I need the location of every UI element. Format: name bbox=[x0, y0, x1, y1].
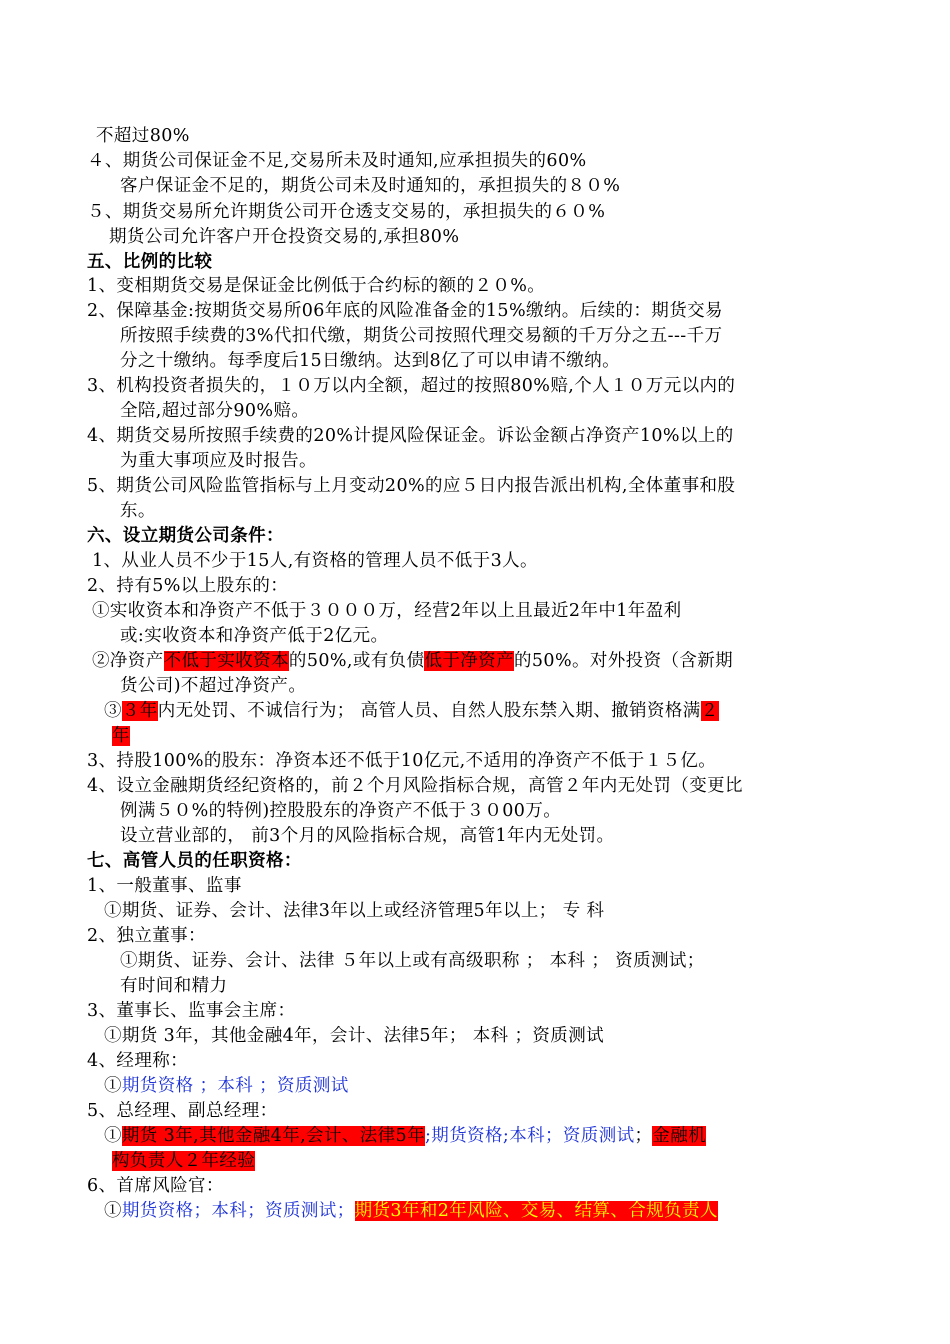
text-line: 3、持股100%的股东：净资本还不低于10亿元,不适用的净资产不低于１５亿。 bbox=[87, 751, 717, 771]
text-line: 或:实收资本和净资产低于2亿元。 bbox=[120, 626, 389, 646]
text-line bbox=[112, 1149, 255, 1173]
text-line bbox=[104, 1199, 718, 1223]
text-line: 东。 bbox=[120, 501, 156, 521]
highlighted-text: 期货资格；本科；资质测试； bbox=[121, 1201, 355, 1221]
text-line: 2、持有5%以上股东的： bbox=[87, 576, 289, 596]
text-segment: ① bbox=[104, 1201, 122, 1221]
text-line: 设立营业部的， 前3个月的风险指标合规，高管1年内无处罚。 bbox=[120, 826, 615, 846]
text-line bbox=[104, 699, 719, 723]
highlighted-text: 期货资格 ；本科 ；资质测试 bbox=[121, 1076, 349, 1096]
text-segment: ③ bbox=[104, 701, 122, 721]
text-segment: ； bbox=[634, 1126, 653, 1146]
text-segment: 内无处罚、不诚信行为； 高管人员、自然人股东禁入期、撤销资格满 bbox=[157, 701, 701, 721]
text-line: 4、期货交易所按照手续费的20%计提风险保证金。诉讼金额占净资产10%以上的 bbox=[87, 426, 734, 446]
text-line: ４、期货公司保证金不足,交易所未及时通知,应承担损失的60% bbox=[87, 151, 587, 171]
text-line: 不超过80% bbox=[96, 126, 190, 146]
text-line: 4、设立金融期货经纪资格的，前２个月风险指标合规，高管２年内无处罚（变更比 bbox=[87, 776, 743, 796]
highlighted-text: ;期货资格;本科；资质测试 bbox=[425, 1126, 635, 1146]
highlighted-text: 金融机 bbox=[652, 1126, 707, 1146]
text-line: 4、经理称： bbox=[87, 1051, 189, 1071]
text-line: 2、保障基金:按期货交易所06年底的风险准备金的15%缴纳。后续的：期货交易 bbox=[87, 301, 723, 321]
text-line: 1、一般董事、监事 bbox=[87, 876, 242, 896]
text-line bbox=[112, 724, 130, 748]
highlighted-text: ２ bbox=[700, 701, 719, 721]
highlighted-text: 构负责人２年经验 bbox=[112, 1151, 256, 1171]
text-line: 2、独立董事： bbox=[87, 926, 206, 946]
text-line: 有时间和精力 bbox=[120, 976, 228, 996]
text-line: 所按照手续费的3%代扣代缴，期货公司按照代理交易额的千万分之五---千万 bbox=[120, 326, 723, 346]
text-line: ①实收资本和净资产不低于３０００万，经营2年以上且最近2年中1年盈利 bbox=[92, 601, 682, 621]
highlighted-text: 期货 3年,其他金融4年,会计、法律5年 bbox=[121, 1126, 425, 1146]
highlighted-text: 低于净资产 bbox=[424, 651, 514, 671]
highlighted-text: 期货3年和2年风险、交易、结算、合规负责人 bbox=[354, 1201, 718, 1221]
text-line: ５、期货交易所允许期货公司开仓透支交易的，承担损失的６０% bbox=[87, 202, 606, 222]
text-line bbox=[104, 1124, 706, 1148]
section-heading: 五、比例的比较 bbox=[87, 252, 213, 272]
text-segment: ① bbox=[104, 1126, 122, 1146]
text-line: 1、从业人员不少于15人,有资格的管理人员不低于3人。 bbox=[92, 551, 538, 571]
text-line: 客户保证金不足的，期货公司未及时通知的，承担损失的８０% bbox=[120, 176, 621, 196]
text-line: ①期货、证券、会计、法律3年以上或经济管理5年以上； 专 科 bbox=[104, 901, 605, 921]
text-line bbox=[104, 1074, 349, 1098]
highlighted-text: 不低于实收资本 bbox=[163, 651, 289, 671]
text-line bbox=[92, 649, 733, 673]
text-line: 3、机构投资者损失的，１０万以内全额，超过的按照80%赔,个人１０万元以内的 bbox=[87, 376, 736, 396]
text-line: ①期货 3年，其他金融4年，会计、法律5年； 本科 ；资质测试 bbox=[104, 1026, 604, 1046]
text-line: 例满５０%的特例)控股股东的净资产不低于３０00万。 bbox=[120, 801, 562, 821]
text-segment: 的50%。对外投资（含新期 bbox=[513, 651, 734, 671]
text-line: 全陪,超过部分90%赔。 bbox=[120, 401, 310, 421]
text-line: 5、总经理、副总经理： bbox=[87, 1101, 278, 1121]
text-segment: ① bbox=[104, 1076, 122, 1096]
text-line: ①期货、证券、会计、法律 ５年以上或有高级职称 ； 本科 ； 资质测试； bbox=[120, 951, 705, 971]
highlighted-text: ３年 bbox=[121, 701, 158, 721]
highlighted-text: 年 bbox=[112, 726, 130, 746]
text-line: 货公司)不超过净资产。 bbox=[120, 676, 307, 696]
text-line: 期货公司允许客户开仓投资交易的,承担80% bbox=[109, 227, 460, 247]
text-segment: 的50%,或有负债 bbox=[288, 651, 425, 671]
text-line: 1、变相期货交易是保证金比例低于合约标的额的２０%。 bbox=[87, 276, 546, 296]
text-line: 为重大事项应及时报告。 bbox=[120, 451, 317, 471]
text-line: 3、董事长、监事会主席： bbox=[87, 1001, 296, 1021]
section-heading: 六、设立期货公司条件： bbox=[87, 526, 284, 546]
text-line: 分之十缴纳。每季度后15日缴纳。达到8亿了可以申请不缴纳。 bbox=[120, 351, 620, 371]
text-line: 6、首席风险官： bbox=[87, 1176, 224, 1196]
text-line: 5、期货公司风险监管指标与上月变动20%的应５日内报告派出机构,全体董事和股 bbox=[87, 476, 736, 496]
text-segment: ②净资产 bbox=[92, 651, 164, 671]
section-heading: 七、高管人员的任职资格： bbox=[87, 851, 302, 871]
